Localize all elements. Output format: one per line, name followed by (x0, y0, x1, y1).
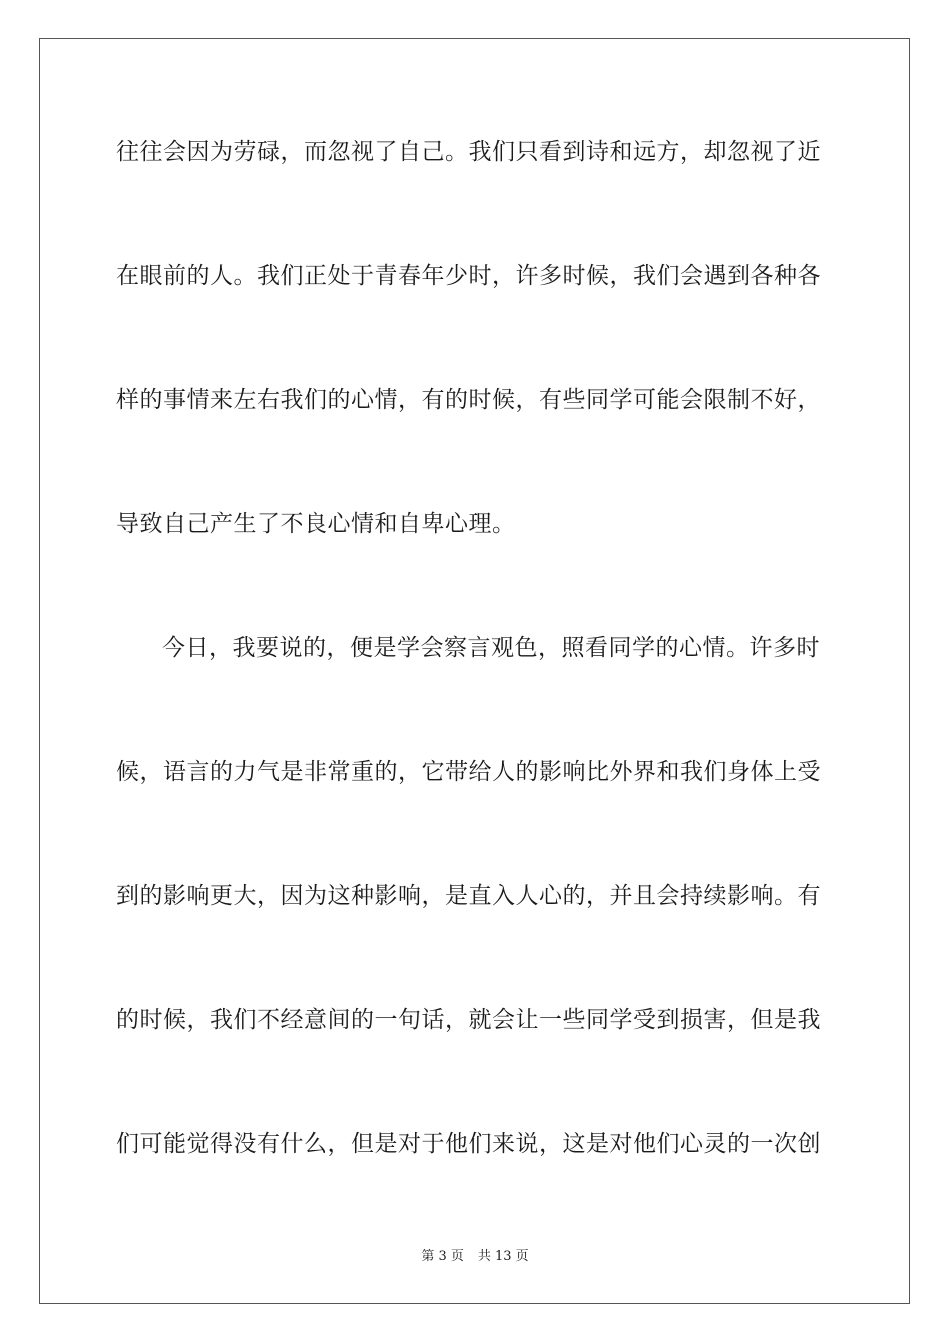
paragraph-first-line: 今日，我要说的，便是学会察言观色，照看同学的心情。许多时 (162, 635, 820, 661)
total-pages: 共 13 页 (477, 1249, 529, 1264)
page-footer (0, 1248, 950, 1266)
page-border (39, 38, 910, 1304)
text-line: 往往会因为劳碌，而忽视了自己。我们只看到诗和远方，却忽视了近 (116, 139, 821, 165)
text-line: 候，语言的力气是非常重的，它带给人的影响比外界和我们身体上受 (116, 759, 821, 785)
text-line: 到的影响更大，因为这种影响，是直入人心的，并且会持续影响。有 (116, 883, 821, 909)
text-line: 导致自己产生了不良心情和自卑心理。 (116, 511, 516, 537)
text-line: 的时候，我们不经意间的一句话，就会让一些同学受到损害，但是我 (116, 1007, 821, 1033)
page-number: 第 3 页 (421, 1249, 464, 1264)
text-line: 在眼前的人。我们正处于青春年少时，许多时候，我们会遇到各种各 (116, 263, 821, 289)
text-line: 样的事情来左右我们的心情，有的时候，有些同学可能会限制不好， (116, 387, 821, 413)
text-line: 们可能觉得没有什么，但是对于他们来说，这是对他们心灵的一次创 (116, 1131, 821, 1157)
